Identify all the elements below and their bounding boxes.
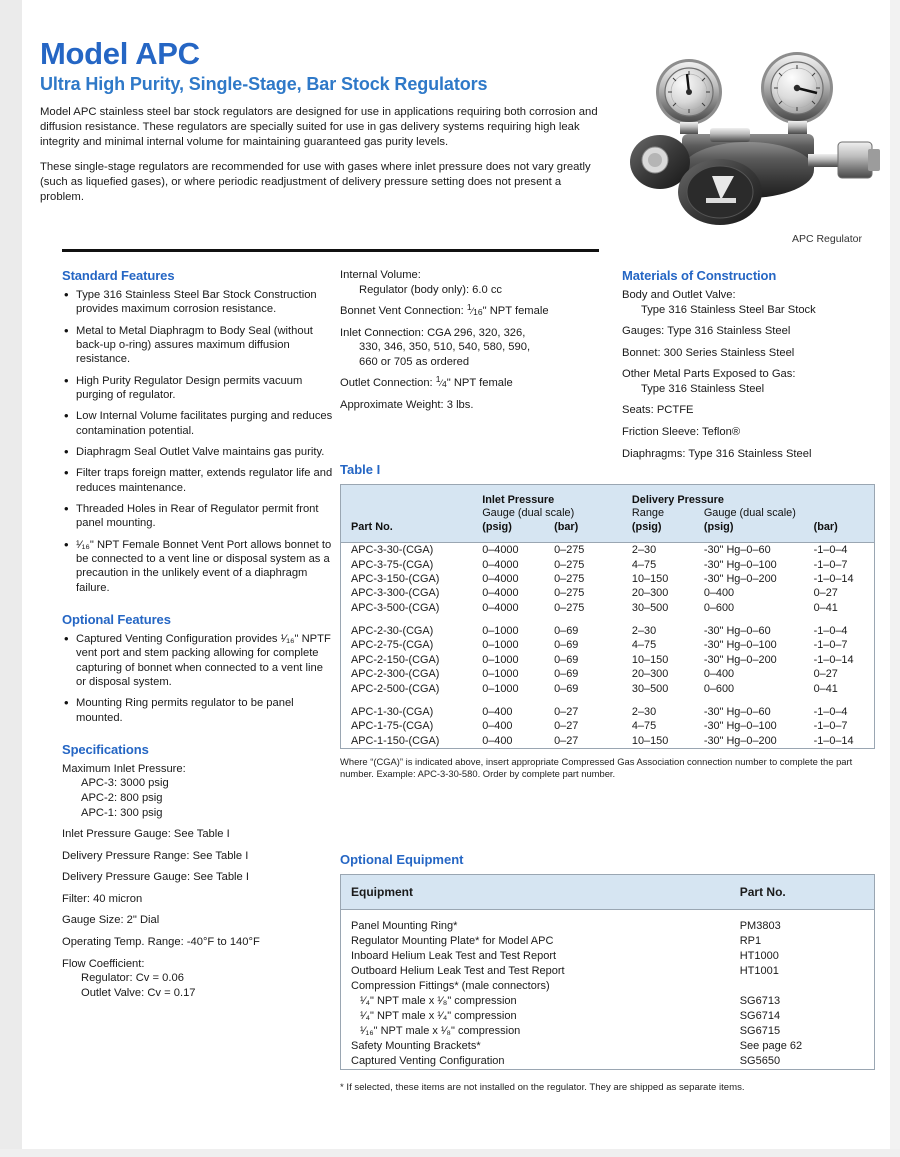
spec-operating-temp: Operating Temp. Range: -40°F to 140°F [62,935,260,948]
equipment-part-no: SG5650 [739,1055,781,1067]
optional-equipment-body [341,910,875,1070]
table-row [341,638,875,652]
column-header-inlet-bar: (bar) [544,521,622,543]
material-label: Body and Outlet Valve: [622,289,736,301]
delivery-gauge-graphic [761,52,833,134]
table-cell: -1–0–7 [813,558,848,571]
column-header-inlet-gauge: Gauge (dual scale) [472,507,622,521]
datasheet-page [22,0,890,1149]
table-cell: 0–1000 [482,625,519,638]
table-cell: 0–275 [554,572,585,585]
optional-equipment-head [341,875,875,910]
table-one-head [341,485,875,543]
material-value: Type 316 Stainless Steel [641,382,765,395]
material-item [622,288,890,317]
table-cell: -1–0–7 [813,720,848,733]
table-cell: -1–0–14 [813,572,854,585]
table-cell: 0–600 [703,682,735,695]
column-group-delivery-pressure: Delivery Pressure [622,485,875,508]
table-cell: 30–500 [631,682,669,695]
header-block [40,38,600,215]
table-cell: 0–275 [554,587,585,600]
header-divider-rule [62,249,599,252]
table-row [341,994,875,1009]
table-row [341,667,875,681]
spec-value: APC-3: 3000 psig [81,777,169,790]
table-cell: 0–275 [554,558,585,571]
table-cell: 30–500 [631,601,669,614]
table-cell: 0–1000 [482,668,519,681]
table-row-spacer [341,696,875,705]
table-one-label: Table I [340,462,381,477]
list-item: • Low Internal Volume facilitates purging and reduces contamination potential. [62,409,334,438]
table-cell: 4–75 [631,558,657,571]
page-bottom-margin [0,1149,900,1157]
spec-inlet-gauge: Inlet Pressure Gauge: See Table I [62,828,230,841]
table-row [341,949,875,964]
spec-value: " NPT female [446,377,513,390]
table-cell: -1–0–4 [813,625,848,638]
equipment-name: Compression Fittings* (male connectors) [351,980,550,992]
column-header-part-no: Part No. [740,875,875,910]
table-cell: -30" Hg–0–60 [703,625,771,638]
inlet-gauge-graphic [656,59,722,134]
adjusting-knob [678,159,762,225]
table-cell: -30" Hg–0–100 [703,639,777,652]
spec-label: Flow Coefficient: [62,957,145,970]
table-cell: 0–1000 [482,639,519,652]
equipment-name: Regulator Mounting Plate* for Model APC [351,935,554,947]
table-cell: 0–400 [703,587,735,600]
table-one-section [340,462,875,780]
table-cell: -1–0–7 [813,639,848,652]
table-cell: 10–150 [631,653,669,666]
table-one-body [341,543,875,749]
column-header-equipment: Equipment [341,875,740,910]
table-cell: 2–30 [631,625,657,638]
table-cell: 0–275 [554,544,585,557]
table-cell: 10–150 [631,734,669,747]
equipment-part-no: HT1001 [739,965,779,977]
material-item: Bonnet: 300 Series Stainless Steel [622,346,795,359]
table-row [341,910,875,934]
spec-value: " NPT female [482,305,549,318]
table-cell: 2–30 [631,705,657,718]
column-header-delivery-range: Range [622,507,694,521]
list-item: • Captured Venting Configuration provides ¹⁄₁₆" NPTF vent port and stem packing allowing for complete capturing of bonnet when connected to a vent line or disposal system. [62,632,334,689]
equipment-name: Safety Mounting Brackets* [351,1040,481,1052]
left-column [62,268,334,1007]
table-cell: 0–400 [703,668,735,681]
equipment-part-no: PM3803 [739,920,781,932]
table-cell: 0–400 [482,720,513,733]
standard-features-heading: Standard Features [62,268,175,283]
spec-value: Regulator (body only): 6.0 cc [359,283,503,296]
materials-heading: Materials of Construction [622,268,777,283]
table-cell: 0–69 [554,668,579,681]
material-item: Friction Sleeve: Teflon® [622,425,741,438]
table-cell: -30" Hg–0–100 [703,558,777,571]
column-group-inlet-pressure: Inlet Pressure [472,485,622,508]
table-cell: 4–75 [631,639,657,652]
table-cell: 0–69 [554,653,579,666]
table-cell: 0–4000 [482,601,519,614]
table-cell: APC-3-150-(CGA) [351,572,440,585]
spec-label: Internal Volume: [340,269,421,281]
table-one [340,484,875,749]
list-item: • Diaphragm Seal Outlet Valve maintains gas purity. [62,445,334,459]
equipment-name: Captured Venting Configuration [351,1055,505,1067]
table-row-spacer [341,615,875,624]
page-left-margin [0,0,22,1157]
table-cell: APC-1-150-(CGA) [351,734,440,747]
standard-features-list [62,288,334,595]
list-item: • Threaded Holes in Rear of Regulator permit front panel mounting. [62,502,334,531]
spec-value: APC-2: 800 psig [81,792,163,804]
column-header-inlet-psig: (psig) [472,521,544,543]
table-cell: APC-2-150-(CGA) [351,653,440,666]
table-cell: 0–4000 [482,587,519,600]
table-row [341,705,875,719]
table-row [341,572,875,586]
table-row [341,653,875,667]
table-cell: -30" Hg–0–100 [703,720,777,733]
spec-max-inlet-pressure [62,762,334,820]
equipment-part-no: SG6714 [739,1010,781,1022]
equipment-name: Panel Mounting Ring* [351,920,458,932]
equipment-part-no: SG6713 [739,995,781,1007]
material-item: Seats: PCTFE [622,404,694,417]
material-label: Other Metal Parts Exposed to Gas: [622,368,796,381]
column-header-part-no: Part No. [341,521,473,543]
equipment-name: Outboard Helium Leak Test and Test Report [351,965,565,977]
table-cell: 0–4000 [482,572,519,585]
equipment-name: ¹⁄₄" NPT male x ¹⁄₄" compression [360,1010,517,1022]
spec-label: Maximum Inlet Pressure: [62,762,186,775]
table-cell: -1–0–14 [813,734,854,747]
regulator-illustration [622,50,890,230]
table-row [341,1024,875,1039]
material-item: Diaphragms: Type 316 Stainless Steel [622,447,812,460]
equipment-part-no [740,979,875,994]
product-photo [622,50,890,245]
table-cell: APC-3-30-(CGA) [351,544,434,557]
list-item: • ¹⁄₁₆" NPT Female Bonnet Vent Port allows bonnet to be connected to a vent line or disposal system as a precaution in the unlikely event of a diaphragm failure. [62,538,334,595]
table-cell: 0–41 [813,601,838,614]
table-cell: APC-1-75-(CGA) [351,720,434,733]
equipment-part-no: RP1 [739,935,762,947]
material-item: Gauges: Type 316 Stainless Steel [622,325,791,338]
optional-equipment-table [340,874,875,1070]
spec-label: Bonnet Vent Connection: [340,305,467,318]
table-cell: 4–75 [631,720,657,733]
optional-features-heading: Optional Features [62,611,171,627]
table-cell: -30" Hg–0–200 [703,572,777,585]
table-row [341,681,875,695]
table-cell: 0–27 [813,587,838,600]
table-cell: 0–4000 [482,544,519,557]
equipment-part-no: HT1000 [739,950,779,962]
materials-column [622,268,890,468]
table-cell: APC-2-75-(CGA) [351,639,434,652]
table-cell: APC-3-75-(CGA) [351,558,434,571]
equipment-name: ¹⁄₄" NPT male x ¹⁄₈" compression [360,995,517,1007]
equipment-part-no: See page 62 [739,1040,803,1052]
list-item: • High Purity Regulator Design permits vacuum purging of regulator. [62,374,334,403]
spec-delivery-range: Delivery Pressure Range: See Table I [62,849,249,862]
list-item: • Metal to Metal Diaphragm to Body Seal (without back-up o-ring) assures maximum diffusion resistance. [62,324,334,367]
table-cell: -30" Hg–0–60 [703,544,771,557]
spec-filter: Filter: 40 micron [62,892,143,905]
table-row [341,979,875,994]
table-cell: 0–400 [482,734,513,747]
spec-value: APC-1: 300 psig [81,806,163,819]
table-row [341,1009,875,1024]
table-cell: 0–41 [813,682,838,695]
table-cell: 0–27 [554,720,579,733]
spec-delivery-gauge: Delivery Pressure Gauge: See Table I [62,871,249,884]
table-cell: APC-2-500-(CGA) [351,682,440,695]
table-row [341,719,875,733]
table-cell: 10–150 [631,572,669,585]
table-row [341,586,875,600]
table-row [341,624,875,638]
table-one-note: Where “(CGA)” is indicated above, insert appropriate Compressed Gas Association connection number to complete the part number. Example: APC-3-30-580. Order by complete part number. [340,755,853,780]
material-value: Type 316 Stainless Steel Bar Stock [641,303,816,316]
fraction-one-quarter: $^1⁄_4$ [435,374,447,390]
table-cell: APC-2-300-(CGA) [351,668,440,681]
list-item: • Filter traps foreign matter, extends regulator life and reduces maintenance. [62,466,334,495]
spec-value: Outlet Valve: Cv = 0.17 [81,986,196,999]
table-row [341,557,875,571]
list-item: • Type 316 Stainless Steel Bar Stock Construction provides maximum corrosion resistance. [62,288,334,317]
table-cell: 0–69 [554,625,579,638]
page-right-margin [890,0,900,1157]
table-cell: 0–400 [482,705,513,718]
fraction-one-sixteenth: $^1⁄_{16}$ [466,302,483,318]
column-header-delivery-psig: (psig) [694,521,804,543]
optional-equipment-section [340,852,875,1093]
table-cell: 20–300 [631,587,669,600]
table-row [341,1039,875,1054]
table-cell: 0–27 [813,668,838,681]
spec-value: 660 or 705 as ordered [359,355,470,368]
table-cell: -1–0–4 [813,705,848,718]
list-item: • Mounting Ring permits regulator to be panel mounted. [62,696,334,725]
optional-equipment-footnote: * If selected, these items are not installed on the regulator. They are shipped as separate items. [340,1081,745,1093]
spec-outlet-connection [340,376,610,391]
column-header-delivery-gauge: Gauge (dual scale) [694,507,875,521]
specifications-heading: Specifications [62,741,149,757]
photo-caption: APC Regulator [791,233,862,245]
table-cell: APC-3-500-(CGA) [351,601,440,614]
table-cell: -30" Hg–0–200 [703,653,777,666]
table-row [341,734,875,749]
table-cell: 0–1000 [482,682,519,695]
table-row [341,1054,875,1070]
column-header-range-psig: (psig) [622,521,694,543]
table-cell: -1–0–4 [813,544,848,557]
table-cell: 2–30 [631,544,657,557]
table-cell: -1–0–14 [813,653,854,666]
table-row [341,964,875,979]
table-cell: 0–600 [703,601,735,614]
table-row [341,934,875,949]
spec-label: Outlet Connection: [340,377,436,390]
table-cell: APC-2-30-(CGA) [351,625,434,638]
table-cell: 0–69 [554,639,579,652]
spec-value: 330, 346, 350, 510, 540, 580, 590, [359,341,531,354]
spec-internal-volume [340,268,610,297]
table-cell: -30" Hg–0–200 [703,734,777,747]
page-subtitle: Ultra High Purity, Single-Stage, Bar Stock Regulators [40,73,488,94]
table-cell: APC-3-300-(CGA) [351,587,440,600]
table-cell: -30" Hg–0–60 [703,705,771,718]
middle-column-specs [340,268,610,420]
page-title: Model APC [40,36,200,71]
spec-label: Inlet Connection: CGA 296, 320, 326, [340,326,526,339]
spec-approximate-weight: Approximate Weight: 3 lbs. [340,398,474,411]
spec-flow-coefficient [62,957,334,1001]
equipment-name: ¹⁄₁₆" NPT male x ¹⁄₈" compression [360,1025,521,1037]
material-item [622,367,890,396]
table-row [341,543,875,558]
spec-value: Regulator: Cv = 0.06 [81,972,184,985]
spec-bonnet-vent-connection [340,304,610,319]
table-cell: 20–300 [631,668,669,681]
table-cell: 0–275 [554,601,585,614]
table-cell: 0–69 [554,682,579,695]
equipment-part-no: SG6715 [739,1025,781,1037]
column-header-delivery-bar: (bar) [804,521,875,543]
table-cell: APC-1-30-(CGA) [351,705,434,718]
table-cell: 0–1000 [482,653,519,666]
optional-equipment-label: Optional Equipment [340,852,464,867]
spec-gauge-size: Gauge Size: 2" Dial [62,914,160,927]
table-cell: 0–27 [554,734,579,747]
table-row [341,601,875,615]
equipment-name: Inboard Helium Leak Test and Test Report [351,950,557,962]
table-cell: 0–27 [554,705,579,718]
spec-inlet-connection [340,326,610,370]
intro-paragraph-1: Model APC stainless steel bar stock regulators are designed for use in applications requiring both corrosion and diffusion resistance. These regulators are specially suited for use in gas delivery systems requiring high leak integrity and minimal internal volume for maintaining guaranteed gas purity levels. [40,106,598,149]
table-cell: 0–4000 [482,558,519,571]
intro-paragraph-2: These single-stage regulators are recommended for use with gases where inlet pressure does not vary greatly (such as liquefied gases), or where periodic readjustment of delivery pressure setting does not present a problem. [40,161,591,204]
optional-features-list [62,632,334,725]
